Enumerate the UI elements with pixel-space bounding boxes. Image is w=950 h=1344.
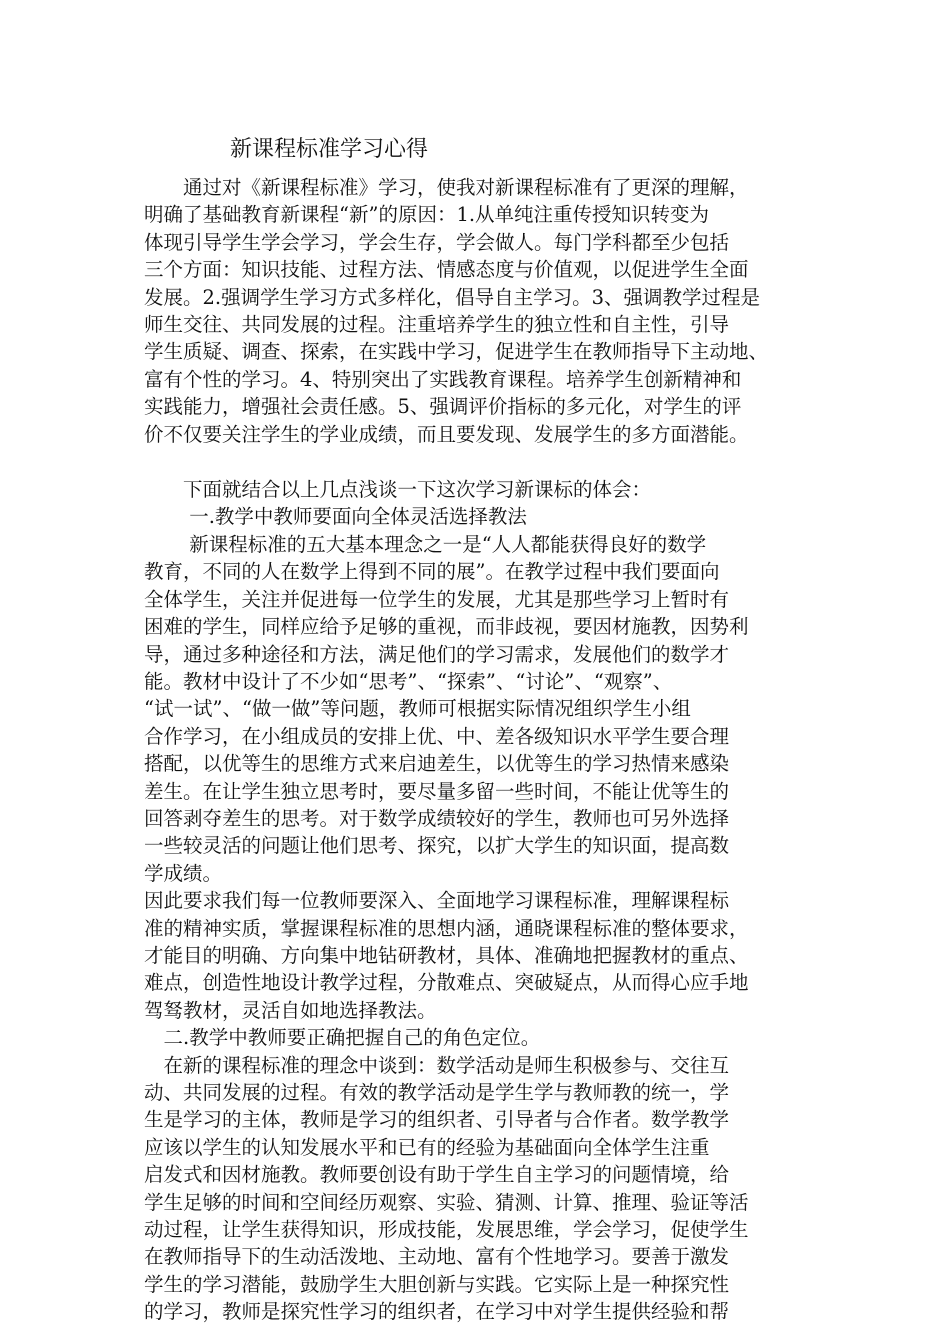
- text-line: 应该以学生的认知发展水平和已有的经验为基础面向全体学生注重: [144, 1135, 710, 1159]
- text-line: 一.教学中教师要面向全体灵活选择教法: [144, 505, 527, 529]
- text-line: 明确了基础教育新课程“新”的原因：1.从单纯注重传授知识转变为: [144, 203, 710, 227]
- text-line: 学生足够的时间和空间经历观察、实验、猜测、计算、推理、验证等活: [144, 1190, 749, 1214]
- text-line: 在教师指导下的生动活泼地、主动地、富有个性地学习。要善于激发: [144, 1245, 730, 1269]
- text-line: 差生。在让学生独立思考时，要尽量多留一些时间，不能让优等生的: [144, 779, 730, 803]
- text-line: 准的精神实质，掌握课程标准的思想内涵，通晓课程标准的整体要求，: [144, 916, 749, 940]
- text-line: 价不仅要关注学生的学业成绩，而且要发现、发展学生的多方面潜能。: [144, 422, 749, 446]
- blank-line: [144, 448, 824, 476]
- text-line: 才能目的明确、方向集中地钻研教材，具体、准确地把握教材的重点、: [144, 943, 749, 967]
- text-line: 导，通过多种途径和方法，满足他们的学习需求，发展他们的数学才: [144, 642, 730, 666]
- text-line: 生是学习的主体，教师是学习的组织者、引导者与合作者。数学教学: [144, 1108, 730, 1132]
- text-line: 在新的课程标准的理念中谈到：数学活动是师生积极参与、交往互: [144, 1053, 730, 1077]
- text-line: 因此要求我们每一位教师要深入、全面地学习课程标准，理解课程标: [144, 889, 730, 913]
- text-line: 二.教学中教师要正确把握自己的角色定位。: [144, 1026, 541, 1050]
- text-line: 合作学习，在小组成员的安排上优、中、差各级知识水平学生要合理: [144, 724, 730, 748]
- text-line: 能。教材中设计了不少如“思考”、“探索”、“讨论”、“观察”、: [144, 669, 673, 693]
- text-line: 一些较灵活的问题让他们思考、探究，以扩大学生的知识面，提高数: [144, 834, 730, 858]
- document-body: [144, 174, 824, 1326]
- text-line: “试一试”、“做一做”等问题，教师可根据实际情况组织学生小组: [144, 697, 691, 721]
- text-line: 实践能力，增强社会责任感。5、强调评价指标的多元化，对学生的评: [144, 395, 742, 419]
- text-line: 学成绩。: [144, 861, 223, 885]
- text-line: 学生的学习潜能，鼓励学生大胆创新与实践。它实际上是一种探究性: [144, 1272, 730, 1296]
- text-line: 回答剥夺差生的思考。对于数学成绩较好的学生，教师也可另外选择: [144, 806, 730, 830]
- text-line: 动过程，让学生获得知识，形成技能，发展思维，学会学习，促使学生: [144, 1218, 749, 1242]
- text-line: 学生质疑、调查、探索，在实践中学习，促进学生在教师指导下主动地、: [144, 340, 769, 364]
- text-line: 教育，不同的人在数学上得到不同的展”。在教学过程中我们要面向: [144, 560, 720, 584]
- text-line: 全体学生，关注并促进每一位学生的发展，尤其是那些学习上暂时有: [144, 587, 730, 611]
- document-title: 新课程标准学习心得: [230, 137, 429, 162]
- text-line: 发展。2.强调学生学习方式多样化，倡导自主学习。3、强调教学过程是: [144, 285, 761, 309]
- text-line: 驾驽教材，灵活自如地选择教法。: [144, 998, 437, 1022]
- text-line: 难点，创造性地设计教学过程，分散难点、突破疑点，从而得心应手地: [144, 971, 749, 995]
- text-line: 通过对《新课程标准》学习，使我对新课程标准有了更深的理解，: [144, 176, 749, 199]
- text-line: 动、共同发展的过程。有效的教学活动是学生学与教师教的统一，学: [144, 1081, 730, 1104]
- text-line: 搭配，以优等生的思维方式来启迪差生，以优等生的学习热情来感染: [144, 752, 730, 776]
- text-line: 师生交往、共同发展的过程。注重培养学生的独立性和自主性，引导: [144, 313, 730, 337]
- text-line: 新课程标准的五大基本理念之一是“人人都能获得良好的数学: [144, 532, 707, 556]
- text-line: 富有个性的学习。4、特别突出了实践教育课程。培养学生创新精神和: [144, 367, 742, 391]
- text-line: 体现引导学生学会学习，学会生存，学会做人。每门学科都至少包括: [144, 230, 730, 254]
- text-line: 困难的学生，同样应给予足够的重视，而非歧视，要因材施教，因势利: [144, 615, 749, 639]
- text-line: 的学习，教师是探究性学习的组织者，在学习中对学生提供经验和帮: [144, 1300, 730, 1324]
- text-line: 下面就结合以上几点浅谈一下这次学习新课标的体会：: [144, 478, 652, 502]
- text-line: 启发式和因材施教。教师要创设有助于学生自主学习的问题情境，给: [144, 1163, 730, 1187]
- text-line: 三个方面：知识技能、过程方法、情感态度与价值观，以促进学生全面: [144, 258, 749, 282]
